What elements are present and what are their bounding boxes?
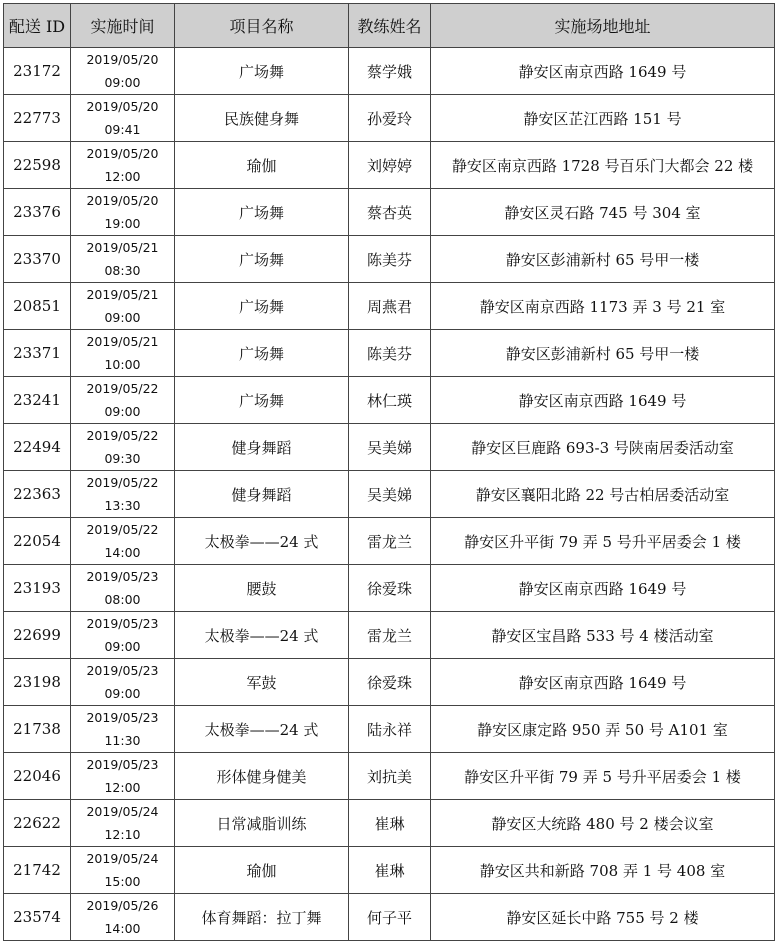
cell-address: 静安区共和新路 708 弄 1 号 408 室	[431, 847, 775, 894]
table-row	[4, 753, 775, 800]
cell-time	[71, 894, 175, 941]
cell-time	[71, 518, 175, 565]
cell-project: 太极拳——24 式	[175, 612, 349, 659]
cell-clock: 12:00	[104, 780, 141, 795]
cell-delivery-id: 23376	[4, 189, 71, 236]
header-coach: 教练姓名	[349, 4, 431, 48]
cell-project: 广场舞	[175, 377, 349, 424]
cell-date: 2019/05/23	[86, 663, 159, 678]
cell-project: 腰鼓	[175, 565, 349, 612]
cell-delivery-id: 22363	[4, 471, 71, 518]
cell-time	[71, 283, 175, 330]
cell-project: 形体健身健美	[175, 753, 349, 800]
cell-address: 静安区南京西路 1728 号百乐门大都会 22 楼	[431, 142, 775, 189]
cell-project: 广场舞	[175, 283, 349, 330]
cell-project: 太极拳——24 式	[175, 518, 349, 565]
cell-clock: 09:00	[104, 639, 141, 654]
cell-coach: 林仁瑛	[349, 377, 431, 424]
cell-coach: 刘抗美	[349, 753, 431, 800]
cell-delivery-id: 22622	[4, 800, 71, 847]
cell-coach: 崔琳	[349, 800, 431, 847]
cell-address: 静安区康定路 950 弄 50 号 A101 室	[431, 706, 775, 753]
cell-delivery-id: 22046	[4, 753, 71, 800]
cell-coach: 雷龙兰	[349, 612, 431, 659]
cell-time	[71, 330, 175, 377]
cell-clock: 08:30	[104, 263, 141, 278]
cell-address: 静安区襄阳北路 22 号古柏居委活动室	[431, 471, 775, 518]
cell-coach: 刘婷婷	[349, 142, 431, 189]
cell-coach: 孙爱玲	[349, 95, 431, 142]
table-row	[4, 283, 775, 330]
cell-date: 2019/05/23	[86, 757, 159, 772]
table-row	[4, 518, 775, 565]
cell-date: 2019/05/20	[86, 193, 159, 208]
header-delivery-id: 配送 ID	[4, 4, 71, 48]
cell-clock: 11:30	[104, 733, 141, 748]
cell-date: 2019/05/23	[86, 616, 159, 631]
cell-address: 静安区彭浦新村 65 号甲一楼	[431, 236, 775, 283]
cell-project: 军鼓	[175, 659, 349, 706]
cell-time	[71, 377, 175, 424]
cell-date: 2019/05/21	[86, 334, 159, 349]
table-row	[4, 894, 775, 941]
table-row	[4, 95, 775, 142]
cell-clock: 12:00	[104, 169, 141, 184]
cell-date: 2019/05/22	[86, 475, 159, 490]
cell-address: 静安区南京西路 1649 号	[431, 48, 775, 95]
cell-clock: 09:30	[104, 451, 141, 466]
cell-project: 太极拳——24 式	[175, 706, 349, 753]
cell-address: 静安区南京西路 1649 号	[431, 377, 775, 424]
cell-coach: 蔡杏英	[349, 189, 431, 236]
cell-delivery-id: 22598	[4, 142, 71, 189]
cell-date: 2019/05/22	[86, 522, 159, 537]
cell-coach: 陈美芬	[349, 330, 431, 377]
cell-clock: 13:30	[104, 498, 141, 513]
cell-date: 2019/05/23	[86, 569, 159, 584]
cell-date: 2019/05/21	[86, 240, 159, 255]
cell-clock: 09:00	[104, 686, 141, 701]
cell-clock: 12:10	[104, 827, 141, 842]
cell-date: 2019/05/20	[86, 146, 159, 161]
cell-delivery-id: 23172	[4, 48, 71, 95]
table-row	[4, 847, 775, 894]
cell-time	[71, 612, 175, 659]
cell-clock: 14:00	[104, 921, 141, 936]
table-row	[4, 189, 775, 236]
cell-address: 静安区灵石路 745 号 304 室	[431, 189, 775, 236]
header-address: 实施场地地址	[431, 4, 775, 48]
cell-delivery-id: 22699	[4, 612, 71, 659]
cell-address: 静安区升平街 79 弄 5 号升平居委会 1 楼	[431, 518, 775, 565]
cell-delivery-id: 23241	[4, 377, 71, 424]
cell-clock: 09:41	[104, 122, 141, 137]
cell-delivery-id: 21738	[4, 706, 71, 753]
schedule-table	[3, 3, 775, 941]
cell-project: 健身舞蹈	[175, 471, 349, 518]
table-body	[4, 48, 775, 941]
header-project: 项目名称	[175, 4, 349, 48]
cell-time	[71, 189, 175, 236]
cell-coach: 吴美娣	[349, 471, 431, 518]
cell-date: 2019/05/26	[86, 898, 159, 913]
cell-coach: 陆永祥	[349, 706, 431, 753]
cell-clock: 09:00	[104, 404, 141, 419]
cell-coach: 陈美芬	[349, 236, 431, 283]
cell-time	[71, 471, 175, 518]
table-row	[4, 800, 775, 847]
cell-delivery-id: 22773	[4, 95, 71, 142]
cell-time	[71, 800, 175, 847]
cell-date: 2019/05/21	[86, 287, 159, 302]
table-row	[4, 565, 775, 612]
cell-date: 2019/05/20	[86, 52, 159, 67]
table-row	[4, 706, 775, 753]
cell-project: 广场舞	[175, 330, 349, 377]
cell-delivery-id: 23574	[4, 894, 71, 941]
cell-address: 静安区延长中路 755 号 2 楼	[431, 894, 775, 941]
header-time: 实施时间	[71, 4, 175, 48]
cell-clock: 09:00	[104, 75, 141, 90]
cell-coach: 吴美娣	[349, 424, 431, 471]
cell-clock: 19:00	[104, 216, 141, 231]
cell-project: 民族健身舞	[175, 95, 349, 142]
cell-address: 静安区彭浦新村 65 号甲一楼	[431, 330, 775, 377]
table-row	[4, 471, 775, 518]
cell-date: 2019/05/22	[86, 381, 159, 396]
table-row	[4, 236, 775, 283]
cell-coach: 徐爱珠	[349, 659, 431, 706]
cell-address: 静安区大统路 480 号 2 楼会议室	[431, 800, 775, 847]
cell-delivery-id: 23198	[4, 659, 71, 706]
cell-address: 静安区升平街 79 弄 5 号升平居委会 1 楼	[431, 753, 775, 800]
cell-project: 瑜伽	[175, 847, 349, 894]
cell-project: 广场舞	[175, 48, 349, 95]
table-row	[4, 48, 775, 95]
cell-address: 静安区宝昌路 533 号 4 楼活动室	[431, 612, 775, 659]
table-row	[4, 330, 775, 377]
table-row	[4, 142, 775, 189]
header-row	[4, 4, 775, 48]
table-row	[4, 377, 775, 424]
cell-time	[71, 753, 175, 800]
cell-delivery-id: 23370	[4, 236, 71, 283]
cell-delivery-id: 20851	[4, 283, 71, 330]
cell-coach: 何子平	[349, 894, 431, 941]
cell-coach: 崔琳	[349, 847, 431, 894]
cell-time	[71, 424, 175, 471]
cell-clock: 08:00	[104, 592, 141, 607]
cell-date: 2019/05/23	[86, 710, 159, 725]
cell-time	[71, 706, 175, 753]
cell-coach: 徐爱珠	[349, 565, 431, 612]
cell-date: 2019/05/22	[86, 428, 159, 443]
cell-project: 体育舞蹈：拉丁舞	[175, 894, 349, 941]
table-row	[4, 424, 775, 471]
cell-coach: 蔡学娥	[349, 48, 431, 95]
cell-project: 广场舞	[175, 236, 349, 283]
cell-delivery-id: 23193	[4, 565, 71, 612]
cell-delivery-id: 22054	[4, 518, 71, 565]
cell-address: 静安区南京西路 1649 号	[431, 659, 775, 706]
cell-date: 2019/05/24	[86, 851, 159, 866]
cell-address: 静安区巨鹿路 693-3 号陕南居委活动室	[431, 424, 775, 471]
cell-delivery-id: 22494	[4, 424, 71, 471]
cell-clock: 15:00	[104, 874, 141, 889]
cell-time	[71, 95, 175, 142]
cell-coach: 雷龙兰	[349, 518, 431, 565]
cell-project: 瑜伽	[175, 142, 349, 189]
cell-delivery-id: 21742	[4, 847, 71, 894]
cell-coach: 周燕君	[349, 283, 431, 330]
cell-clock: 09:00	[104, 310, 141, 325]
cell-address: 静安区南京西路 1649 号	[431, 565, 775, 612]
cell-clock: 14:00	[104, 545, 141, 560]
cell-time	[71, 847, 175, 894]
cell-project: 健身舞蹈	[175, 424, 349, 471]
cell-project: 广场舞	[175, 189, 349, 236]
cell-time	[71, 659, 175, 706]
cell-date: 2019/05/20	[86, 99, 159, 114]
cell-time	[71, 565, 175, 612]
cell-time	[71, 142, 175, 189]
schedule-sheet	[3, 3, 775, 941]
cell-address: 静安区南京西路 1173 弄 3 号 21 室	[431, 283, 775, 330]
cell-time	[71, 48, 175, 95]
cell-delivery-id: 23371	[4, 330, 71, 377]
table-row	[4, 659, 775, 706]
table-row	[4, 612, 775, 659]
cell-project: 日常减脂训练	[175, 800, 349, 847]
cell-time	[71, 236, 175, 283]
cell-date: 2019/05/24	[86, 804, 159, 819]
cell-clock: 10:00	[104, 357, 141, 372]
cell-address: 静安区芷江西路 151 号	[431, 95, 775, 142]
